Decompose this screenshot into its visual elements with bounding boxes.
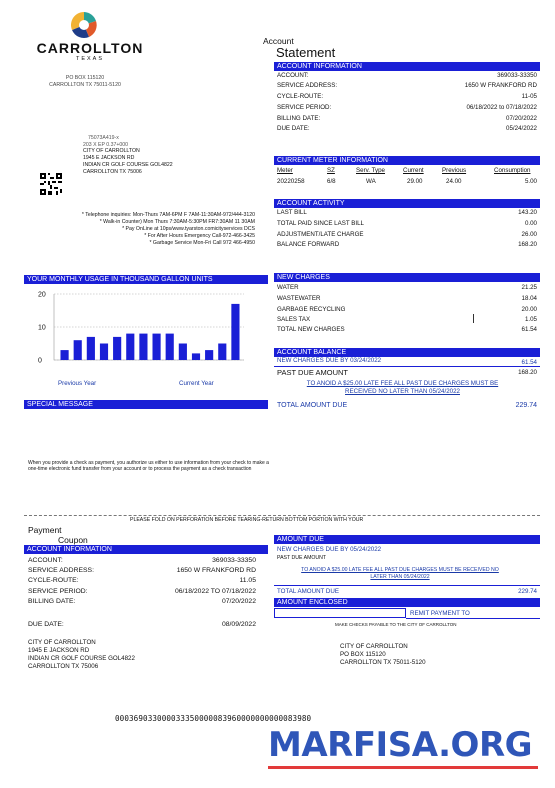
- company-city: CARROLLTON TX 75011-5120: [49, 82, 121, 88]
- chart-bar: [60, 350, 68, 360]
- mailing-line-1: CITY OF CARROLLTON: [83, 148, 140, 154]
- coupon-total-label: TOTAL AMOUNT DUE: [277, 588, 339, 595]
- company-po-box: PO BOX 115120: [65, 75, 105, 81]
- cursor-mark: [473, 314, 474, 323]
- chart-y-tick-label: 20: [38, 291, 46, 299]
- remit-payment-label: REMIT PAYMENT TO: [410, 610, 470, 617]
- remit-address-2: PO BOX 115120: [340, 651, 386, 658]
- chart-bar: [218, 344, 226, 361]
- chart-current-year-label: Current Year: [179, 380, 214, 387]
- meter-value-consumption: 5.00: [524, 178, 537, 185]
- mailing-code-2: 203 X EP 0.37+000: [83, 142, 129, 148]
- coupon-divider: [274, 585, 540, 586]
- meter-col-type: Serv. Type: [356, 167, 386, 174]
- mailing-line-2: 1945 E JACKSON RD: [83, 155, 135, 161]
- chart-y-tick-label: 0: [38, 357, 42, 365]
- meter-col-current: Current: [403, 167, 424, 174]
- chart-bar: [74, 340, 82, 360]
- statement-title-small: Account: [263, 36, 294, 46]
- watermark-underline: [268, 766, 538, 769]
- chart-bar: [87, 337, 95, 360]
- account-info-header: ACCOUNT INFORMATION: [274, 62, 540, 71]
- city-logo: [69, 10, 99, 40]
- total-amount-due-value: 229.74: [515, 402, 537, 409]
- fold-instructions: PLEASE FOLD ON PERFORATION BEFORE TEARING-RETURN BOTTOM PORTION WITH YOUR: [130, 517, 364, 523]
- statement-title-big: Statement: [276, 45, 336, 60]
- meter-value-current: 29.00: [407, 178, 423, 185]
- meter-value-sz: 6/8: [327, 178, 336, 185]
- meter-col-consumption: Consumption: [494, 167, 531, 174]
- chart-y-tick-label: 10: [38, 324, 46, 332]
- chart-bar: [179, 344, 187, 361]
- meter-header: CURRENT METER INFORMATION: [274, 156, 540, 165]
- past-due-label: PAST DUE AMOUNT: [277, 368, 348, 377]
- contact-line-3: * Pay OnLine at 10ps/www.tyarston.comicityservices DCS: [122, 226, 255, 232]
- chart-bar: [192, 353, 200, 360]
- activity-header: ACCOUNT ACTIVITY: [274, 199, 540, 208]
- chart-bar: [166, 334, 174, 360]
- coupon-address-2: 1945 E JACKSON RD: [28, 647, 90, 654]
- chart-previous-year-label: Previous Year: [58, 380, 97, 387]
- mailing-code-1: 75073A419-x: [88, 135, 119, 141]
- perforation-line: [24, 515, 540, 516]
- mailing-line-4: CARROLLTON TX 75006: [83, 169, 142, 175]
- chart-bar: [126, 334, 134, 360]
- special-message-header: SPECIAL MESSAGE: [24, 400, 268, 409]
- qr-code-icon: [40, 173, 62, 195]
- meter-value-previous: 24.00: [446, 178, 462, 185]
- special-message-text: When you provide a check as payment, you authorize us either to use information from your check to make a one-time electronic fund transfer from your account or to process the payment as a check transaction: [28, 460, 269, 472]
- contact-line-2: * Walk-in Counter) Mon Thurs 7:30AM-5:30PM FR7:30AM 11 30AM: [99, 219, 255, 225]
- coupon-title-payment: Payment: [28, 525, 62, 535]
- coupon-new-charges: NEW CHARGES DUE BY 05/24/2022: [277, 546, 382, 553]
- scanline-code: 000369033000033350000083960000000000083980: [115, 714, 312, 723]
- chart-bar: [139, 334, 147, 360]
- meter-value-meter: 20220258: [277, 178, 305, 185]
- new-charges-header: NEW CHARGES: [274, 273, 540, 282]
- remit-underline: [406, 618, 540, 619]
- balance-divider: [274, 366, 540, 367]
- contact-line-4: * For After Hours Emergency Call-972-466-3425: [144, 233, 255, 239]
- company-state: TEXAS: [75, 56, 105, 62]
- coupon-address-3: INDIAN CR GOLF COURSE GOL4822: [28, 655, 135, 662]
- late-fee-notice: TO ANOID A $25.00 LATE FEE ALL PAST DUE CHARGES MUST BE RECEIVED NO LATER THAN 05/24/2022: [306, 380, 499, 395]
- logo-mark-icon: [69, 10, 99, 40]
- coupon-total-value: 229.74: [518, 588, 537, 595]
- coupon-past-due: PAST DUE AMOUNT: [277, 555, 327, 561]
- meter-value-type: WA: [366, 178, 376, 185]
- chart-bar: [205, 350, 213, 360]
- chart-bar: [231, 304, 239, 360]
- company-name: CARROLLTON: [36, 40, 144, 56]
- watermark: MARFISA.ORG: [268, 725, 533, 765]
- contact-line-5: * Garbage Service Mon-Fri Call 972 466-4950: [149, 240, 255, 246]
- coupon-account-header: ACCOUNT INFORMATION: [24, 545, 268, 554]
- chart-bar: [113, 337, 121, 360]
- amount-enclosed-input[interactable]: [274, 608, 406, 618]
- coupon-late-fee-notice: TO ANOID A $25.00 LATE FEE ALL PAST DUE CHARGES MUST BE RECEIVED NO LATER THAN 05/24/2022: [301, 567, 499, 580]
- mailing-line-3: INDIAN CR GOLF COURSE GOL4822: [83, 162, 173, 168]
- balance-header: ACCOUNT BALANCE: [274, 348, 540, 357]
- amount-enclosed-header: AMOUNT ENCLOSED: [274, 598, 540, 607]
- remit-address-1: CITY OF CARROLLTON: [340, 643, 408, 650]
- chart-bar: [100, 344, 108, 361]
- usage-chart-header: YOUR MONTHLY USAGE IN THOUSAND GALLON UNITS: [24, 275, 268, 284]
- past-due-value: 168.20: [518, 369, 537, 376]
- coupon-address-1: CITY OF CARROLLTON: [28, 639, 96, 646]
- usage-chart: [24, 286, 268, 378]
- amount-due-header: AMOUNT DUE: [274, 535, 540, 544]
- checks-payable-note: MAKE CHECKS PAYABLE TO THE CITY OF CARROLLTON: [335, 622, 457, 627]
- chart-bar: [152, 334, 160, 360]
- remit-address-3: CARROLLTON TX 75011-5120: [340, 659, 426, 666]
- meter-col-meter: Meter: [277, 167, 293, 174]
- coupon-address-4: CARROLLTON TX 75006: [28, 663, 99, 670]
- meter-col-previous: Previous: [442, 167, 467, 174]
- coupon-title-coupon: Coupon: [58, 535, 88, 545]
- total-amount-due-label: TOTAL AMOUNT DUE: [277, 402, 348, 409]
- meter-col-sz: SZ: [327, 167, 335, 174]
- contact-line-1: * Telephone inquiries: Mon-Thurs 7AM-6PM F 7AM-11:30AM-972/444-3120: [81, 212, 255, 218]
